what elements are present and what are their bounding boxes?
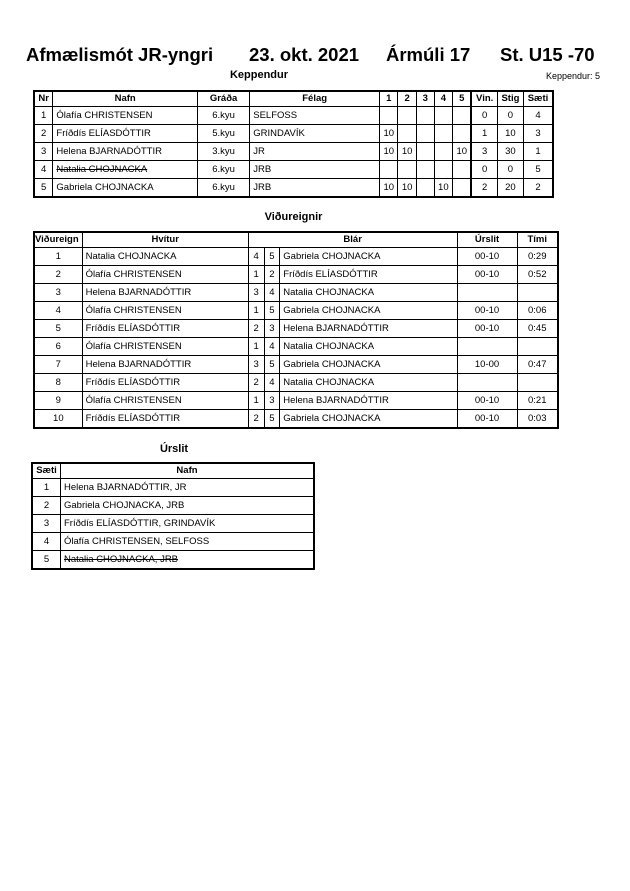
competitor-round-3 [416,125,434,143]
competitor-round-4: 10 [434,179,452,198]
competitor-round-2: 10 [398,179,416,198]
match-blue-nr: 2 [264,266,280,284]
match-row [34,266,558,284]
result-row [32,551,314,570]
match-blue-nr: 4 [264,338,280,356]
results-heading: Úrslit [159,443,189,455]
match-row [34,302,558,320]
match-white-name: Natalia CHOJNACKA [82,248,248,266]
competitor-grade: 6.kyu [197,107,249,125]
match-result: 00-10 [457,266,517,284]
competitor-round-5 [453,125,472,143]
competitor-round-1: 10 [380,143,398,161]
competitor-grade: 3.kyu [197,143,249,161]
match-blue-nr: 3 [264,320,280,338]
matches-header-row [34,232,558,248]
result-row [32,533,314,551]
competitor-club: JRB [250,161,380,179]
match-white-name: Ólafía CHRISTENSEN [82,338,248,356]
match-time: 0:47 [517,356,558,374]
col-white: Hvítur [82,232,248,248]
competitor-round-5: 10 [453,143,472,161]
col-match: Viðureign [34,232,82,248]
match-result: 00-10 [457,248,517,266]
match-white-nr: 3 [248,356,264,374]
competitor-name: Natalia CHOJNACKA [53,161,197,179]
match-number: 9 [34,392,82,410]
match-blue-nr: 4 [264,374,280,392]
match-white-nr: 1 [248,266,264,284]
col-wins: Vin. [471,91,497,107]
match-number: 1 [34,248,82,266]
match-blue-name: Helena BJARNADÓTTIR [280,392,457,410]
result-name: Gabriela CHOJNACKA, JRB [60,497,314,515]
competitor-round-4 [434,107,452,125]
match-blue-nr: 5 [264,248,280,266]
competitor-row [34,161,553,179]
competitor-place: 4 [523,107,553,125]
title-date: 23. okt. 2021 [249,44,360,65]
competitors-header-row [34,91,553,107]
result-row [32,479,314,497]
competitor-wins: 1 [471,125,497,143]
competitor-round-4 [434,143,452,161]
match-white-name: Helena BJARNADÓTTIR [82,356,248,374]
competitor-wins: 0 [471,107,497,125]
competitor-points: 20 [497,179,523,198]
match-time: 0:03 [517,410,558,429]
competitor-round-3 [416,179,434,198]
match-white-name: Fríðdís ELÍASDÓTTIR [82,410,248,429]
match-white-name: Ólafía CHRISTENSEN [82,266,248,284]
competitor-round-4 [434,161,452,179]
col-name: Nafn [53,91,197,107]
match-white-nr: 1 [248,338,264,356]
match-blue-nr: 5 [264,302,280,320]
col-result-name: Nafn [60,463,314,479]
competitor-wins: 0 [471,161,497,179]
match-result: 00-10 [457,302,517,320]
competitor-round-3 [416,143,434,161]
match-row [34,392,558,410]
match-white-nr: 2 [248,374,264,392]
col-club: Félag [250,91,380,107]
col-r3: 3 [416,91,434,107]
match-blue-name: Helena BJARNADÓTTIR [280,320,457,338]
result-name: Natalia CHOJNACKA, JRB [60,551,314,570]
competitor-round-1: 10 [380,179,398,198]
competitor-place: 2 [523,179,553,198]
match-time [517,374,558,392]
competitor-place: 3 [523,125,553,143]
competitor-place: 5 [523,161,553,179]
title-event: Afmælismót JR-yngri [26,44,214,65]
col-r5: 5 [453,91,472,107]
competitor-wins: 2 [471,179,497,198]
competitor-round-1: 10 [380,125,398,143]
competitor-club: SELFOSS [250,107,380,125]
competitor-nr: 4 [34,161,53,179]
col-r1: 1 [380,91,398,107]
match-time [517,338,558,356]
title-location: Ármúli 17 [386,44,471,65]
competitor-round-2 [398,161,416,179]
title-category: St. U15 -70 [500,44,595,65]
competitor-name: Gabriela CHOJNACKA [53,179,197,198]
match-blue-name: Fríðdís ELÍASDÓTTIR [280,266,457,284]
competitor-name: Ólafía CHRISTENSEN [53,107,197,125]
matches-heading: Viðureignir [264,211,323,223]
match-white-nr: 4 [248,248,264,266]
col-grade: Gráða [197,91,249,107]
result-place: 3 [32,515,60,533]
competitor-nr: 1 [34,107,53,125]
col-nr: Nr [34,91,53,107]
competitor-round-5 [453,107,472,125]
col-result-place: Sæti [32,463,60,479]
competitor-club: GRINDAVÍK [250,125,380,143]
competitor-grade: 5.kyu [197,125,249,143]
competitor-row [34,179,553,198]
competitor-round-1 [380,107,398,125]
match-blue-name: Natalia CHOJNACKA [280,284,457,302]
competitor-round-3 [416,161,434,179]
competitor-name: Helena BJARNADÓTTIR [53,143,197,161]
col-r2: 2 [398,91,416,107]
match-row [34,284,558,302]
match-result [457,284,517,302]
match-white-nr: 1 [248,392,264,410]
competitor-club: JR [250,143,380,161]
result-row [32,497,314,515]
match-blue-nr: 5 [264,356,280,374]
match-number: 6 [34,338,82,356]
match-number: 5 [34,320,82,338]
match-blue-name: Gabriela CHOJNACKA [280,356,457,374]
match-row [34,374,558,392]
match-result [457,338,517,356]
match-number: 2 [34,266,82,284]
match-number: 4 [34,302,82,320]
competitor-points: 30 [497,143,523,161]
match-result: 00-10 [457,320,517,338]
result-name: Helena BJARNADÓTTIR, JR [60,479,314,497]
col-points: Stig [497,91,523,107]
match-row [34,410,558,429]
competitor-points: 0 [497,107,523,125]
competitor-row [34,107,553,125]
match-result: 00-10 [457,392,517,410]
match-blue-name: Gabriela CHOJNACKA [280,410,457,429]
competitors-table [33,90,554,198]
result-name: Ólafía CHRISTENSEN, SELFOSS [60,533,314,551]
match-blue-nr: 4 [264,284,280,302]
result-place: 1 [32,479,60,497]
matches-table [33,231,559,429]
match-number: 8 [34,374,82,392]
match-number: 3 [34,284,82,302]
results-header-row [32,463,314,479]
match-time: 0:52 [517,266,558,284]
results-table [31,462,315,570]
col-result: Úrslit [457,232,517,248]
match-result [457,374,517,392]
result-place: 2 [32,497,60,515]
match-white-nr: 1 [248,302,264,320]
match-white-name: Fríðdís ELÍASDÓTTIR [82,320,248,338]
result-row [32,515,314,533]
match-blue-name: Natalia CHOJNACKA [280,338,457,356]
match-white-nr: 2 [248,410,264,429]
competitors-heading: Keppendur [229,69,289,81]
competitor-round-1 [380,161,398,179]
col-time: Tími [517,232,558,248]
match-result: 10-00 [457,356,517,374]
competitor-row [34,143,553,161]
match-white-name: Helena BJARNADÓTTIR [82,284,248,302]
competitor-points: 10 [497,125,523,143]
match-white-name: Fríðdís ELÍASDÓTTIR [82,374,248,392]
match-number: 7 [34,356,82,374]
match-time: 0:21 [517,392,558,410]
match-blue-nr: 5 [264,410,280,429]
match-result: 00-10 [457,410,517,429]
competitor-name: Fríðdís ELÍASDÓTTIR [53,125,197,143]
competitor-nr: 2 [34,125,53,143]
competitor-nr: 5 [34,179,53,198]
match-time [517,284,558,302]
match-white-name: Ólafía CHRISTENSEN [82,302,248,320]
match-blue-nr: 3 [264,392,280,410]
col-blue: Blár [248,232,457,248]
result-place: 5 [32,551,60,570]
competitor-club: JRB [250,179,380,198]
match-time: 0:06 [517,302,558,320]
competitor-round-5 [453,161,472,179]
col-place: Sæti [523,91,553,107]
competitor-count: Keppendur: 5 [545,71,600,81]
competitor-grade: 6.kyu [197,161,249,179]
result-name: Fríðdís ELÍASDÓTTIR, GRINDAVÍK [60,515,314,533]
match-blue-name: Natalia CHOJNACKA [280,374,457,392]
competitor-nr: 3 [34,143,53,161]
match-time: 0:29 [517,248,558,266]
competitor-round-4 [434,125,452,143]
competitor-grade: 6.kyu [197,179,249,198]
match-row [34,338,558,356]
match-white-nr: 3 [248,284,264,302]
result-place: 4 [32,533,60,551]
match-number: 10 [34,410,82,429]
competitor-round-5 [453,179,472,198]
match-row [34,320,558,338]
competitor-wins: 3 [471,143,497,161]
match-blue-name: Gabriela CHOJNACKA [280,302,457,320]
match-white-nr: 2 [248,320,264,338]
competitor-points: 0 [497,161,523,179]
competitor-round-2: 10 [398,143,416,161]
match-white-name: Ólafía CHRISTENSEN [82,392,248,410]
competitor-round-3 [416,107,434,125]
competitor-row [34,125,553,143]
match-row [34,248,558,266]
match-row [34,356,558,374]
match-time: 0:45 [517,320,558,338]
competitor-round-2 [398,125,416,143]
col-r4: 4 [434,91,452,107]
competitor-round-2 [398,107,416,125]
match-blue-name: Gabriela CHOJNACKA [280,248,457,266]
competitor-place: 1 [523,143,553,161]
